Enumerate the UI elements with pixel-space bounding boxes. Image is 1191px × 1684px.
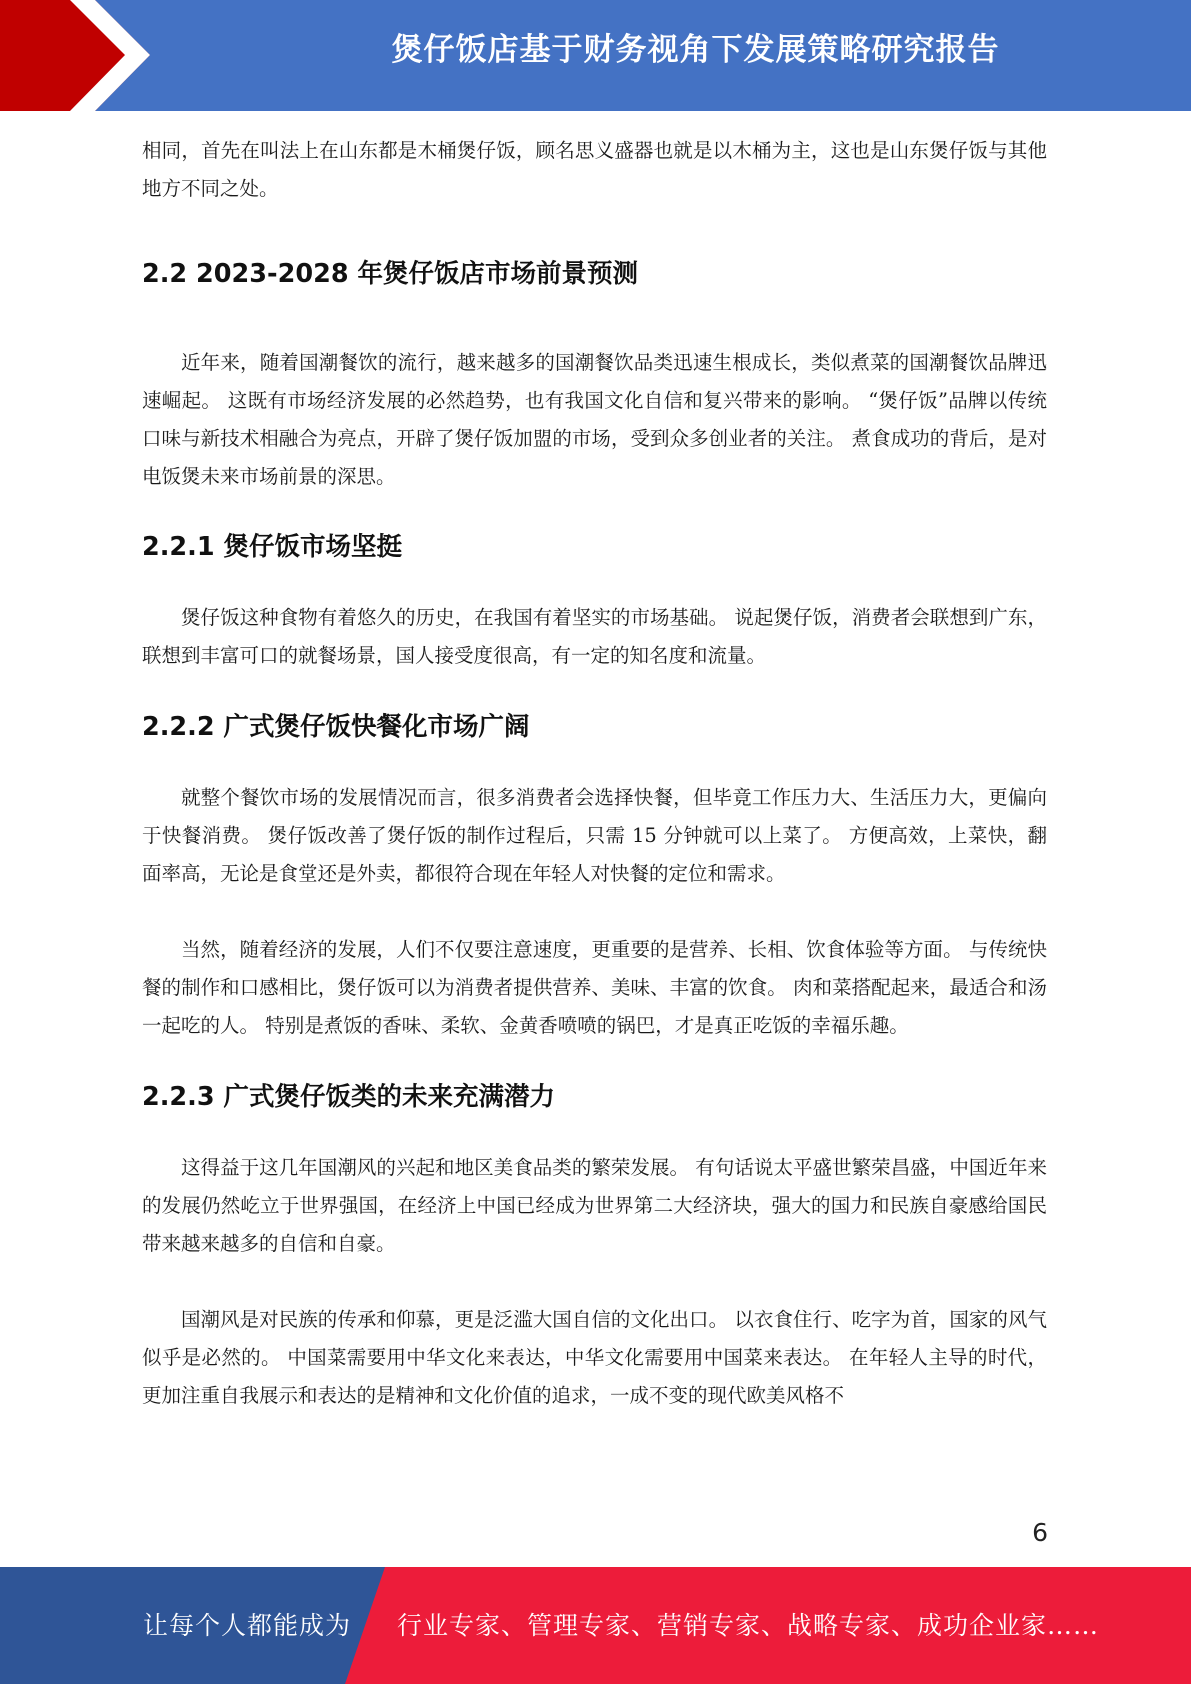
section-2-2-3-paragraph-1: 这得益于这几年国潮风的兴起和地区美食品类的繁荣发展。 有句话说太平盛世繁荣昌盛，中国近年来的发展仍然屹立于世界强国，在经济上中国已经成为世界第二大经济块，强大的国力和民族自豪感给国民带来越来越多的自信和自豪。	[142, 1156, 1047, 1255]
section-2-2-heading: 2.2 2023-2028 年煲仔饭店市场前景预测	[142, 259, 638, 289]
section-2-2-2-paragraph-1: 就整个餐饮市场的发展情况而言，很多消费者会选择快餐，但毕竟工作压力大、生活压力大，更偏向于快餐消费。 煲仔饭改善了煲仔饭的制作过程后，只需 15 分钟就可以上菜了。 方便高效，上菜快，翻面率高，无论是食堂还是外卖，都很符合现在年轻人对快餐的定位和需求。	[142, 786, 1047, 885]
page-footer	[0, 1567, 1191, 1684]
footer-slogan-left: 让每个人都能成为	[143, 1611, 352, 1640]
section-2-2-3-heading: 2.2.3 广式煲仔饭类的未来充满潜力	[142, 1082, 555, 1112]
page-header	[0, 0, 1191, 111]
document-body	[142, 132, 1047, 1415]
intro-paragraph: 相同，首先在叫法上在山东都是木桶煲仔饭，顾名思义盛器也就是以木桶为主，这也是山东煲仔饭与其他地方不同之处。	[142, 139, 1047, 200]
page-number: 6	[1032, 1518, 1048, 1547]
section-2-2-2-heading: 2.2.2 广式煲仔饭快餐化市场广阔	[142, 712, 530, 742]
section-2-2-paragraph: 近年来，随着国潮餐饮的流行，越来越多的国潮餐饮品类迅速生根成长，类似煮菜的国潮餐饮品牌迅速崛起。 这既有市场经济发展的必然趋势，也有我国文化自信和复兴带来的影响。 “煲仔饭”品牌以传统口味与新技术相融合为亮点，开辟了煲仔饭加盟的市场，受到众多创业者的关注。 煮食成功的背后，是对电饭煲未来市场前景的深思。	[142, 351, 1047, 488]
section-2-2-2-paragraph-2: 当然，随着经济的发展，人们不仅要注意速度，更重要的是营养、长相、饮食体验等方面。 与传统快餐的制作和口感相比，煲仔饭可以为消费者提供营养、美味、丰富的饮食。 肉和菜搭配起来，最适合和汤一起吃的人。 特别是煮饭的香味、柔软、金黄香喷喷的锅巴，才是真正吃饭的幸福乐趣。	[142, 938, 1047, 1037]
section-2-2-1-paragraph: 煲仔饭这种食物有着悠久的历史，在我国有着坚实的市场基础。 说起煲仔饭，消费者会联想到广东，联想到丰富可口的就餐场景，国人接受度很高，有一定的知名度和流量。	[142, 606, 1047, 667]
footer-slogan-right: 行业专家、管理专家、营销专家、战略专家、成功企业家……	[397, 1611, 1100, 1640]
section-2-2-1-heading: 2.2.1 煲仔饭市场坚挺	[142, 532, 402, 562]
page-header-title: 煲仔饭店基于财务视角下发展策略研究报告	[391, 32, 1000, 68]
section-2-2-3-paragraph-2: 国潮风是对民族的传承和仰慕，更是泛滥大国自信的文化出口。 以衣食住行、吃字为首，国家的风气似乎是必然的。 中国菜需要用中华文化来表达，中华文化需要用中国菜来表达。 在年轻人主导的时代，更加注重自我展示和表达的是精神和文化价值的追求，一成不变的现代欧美风格不	[142, 1308, 1047, 1407]
